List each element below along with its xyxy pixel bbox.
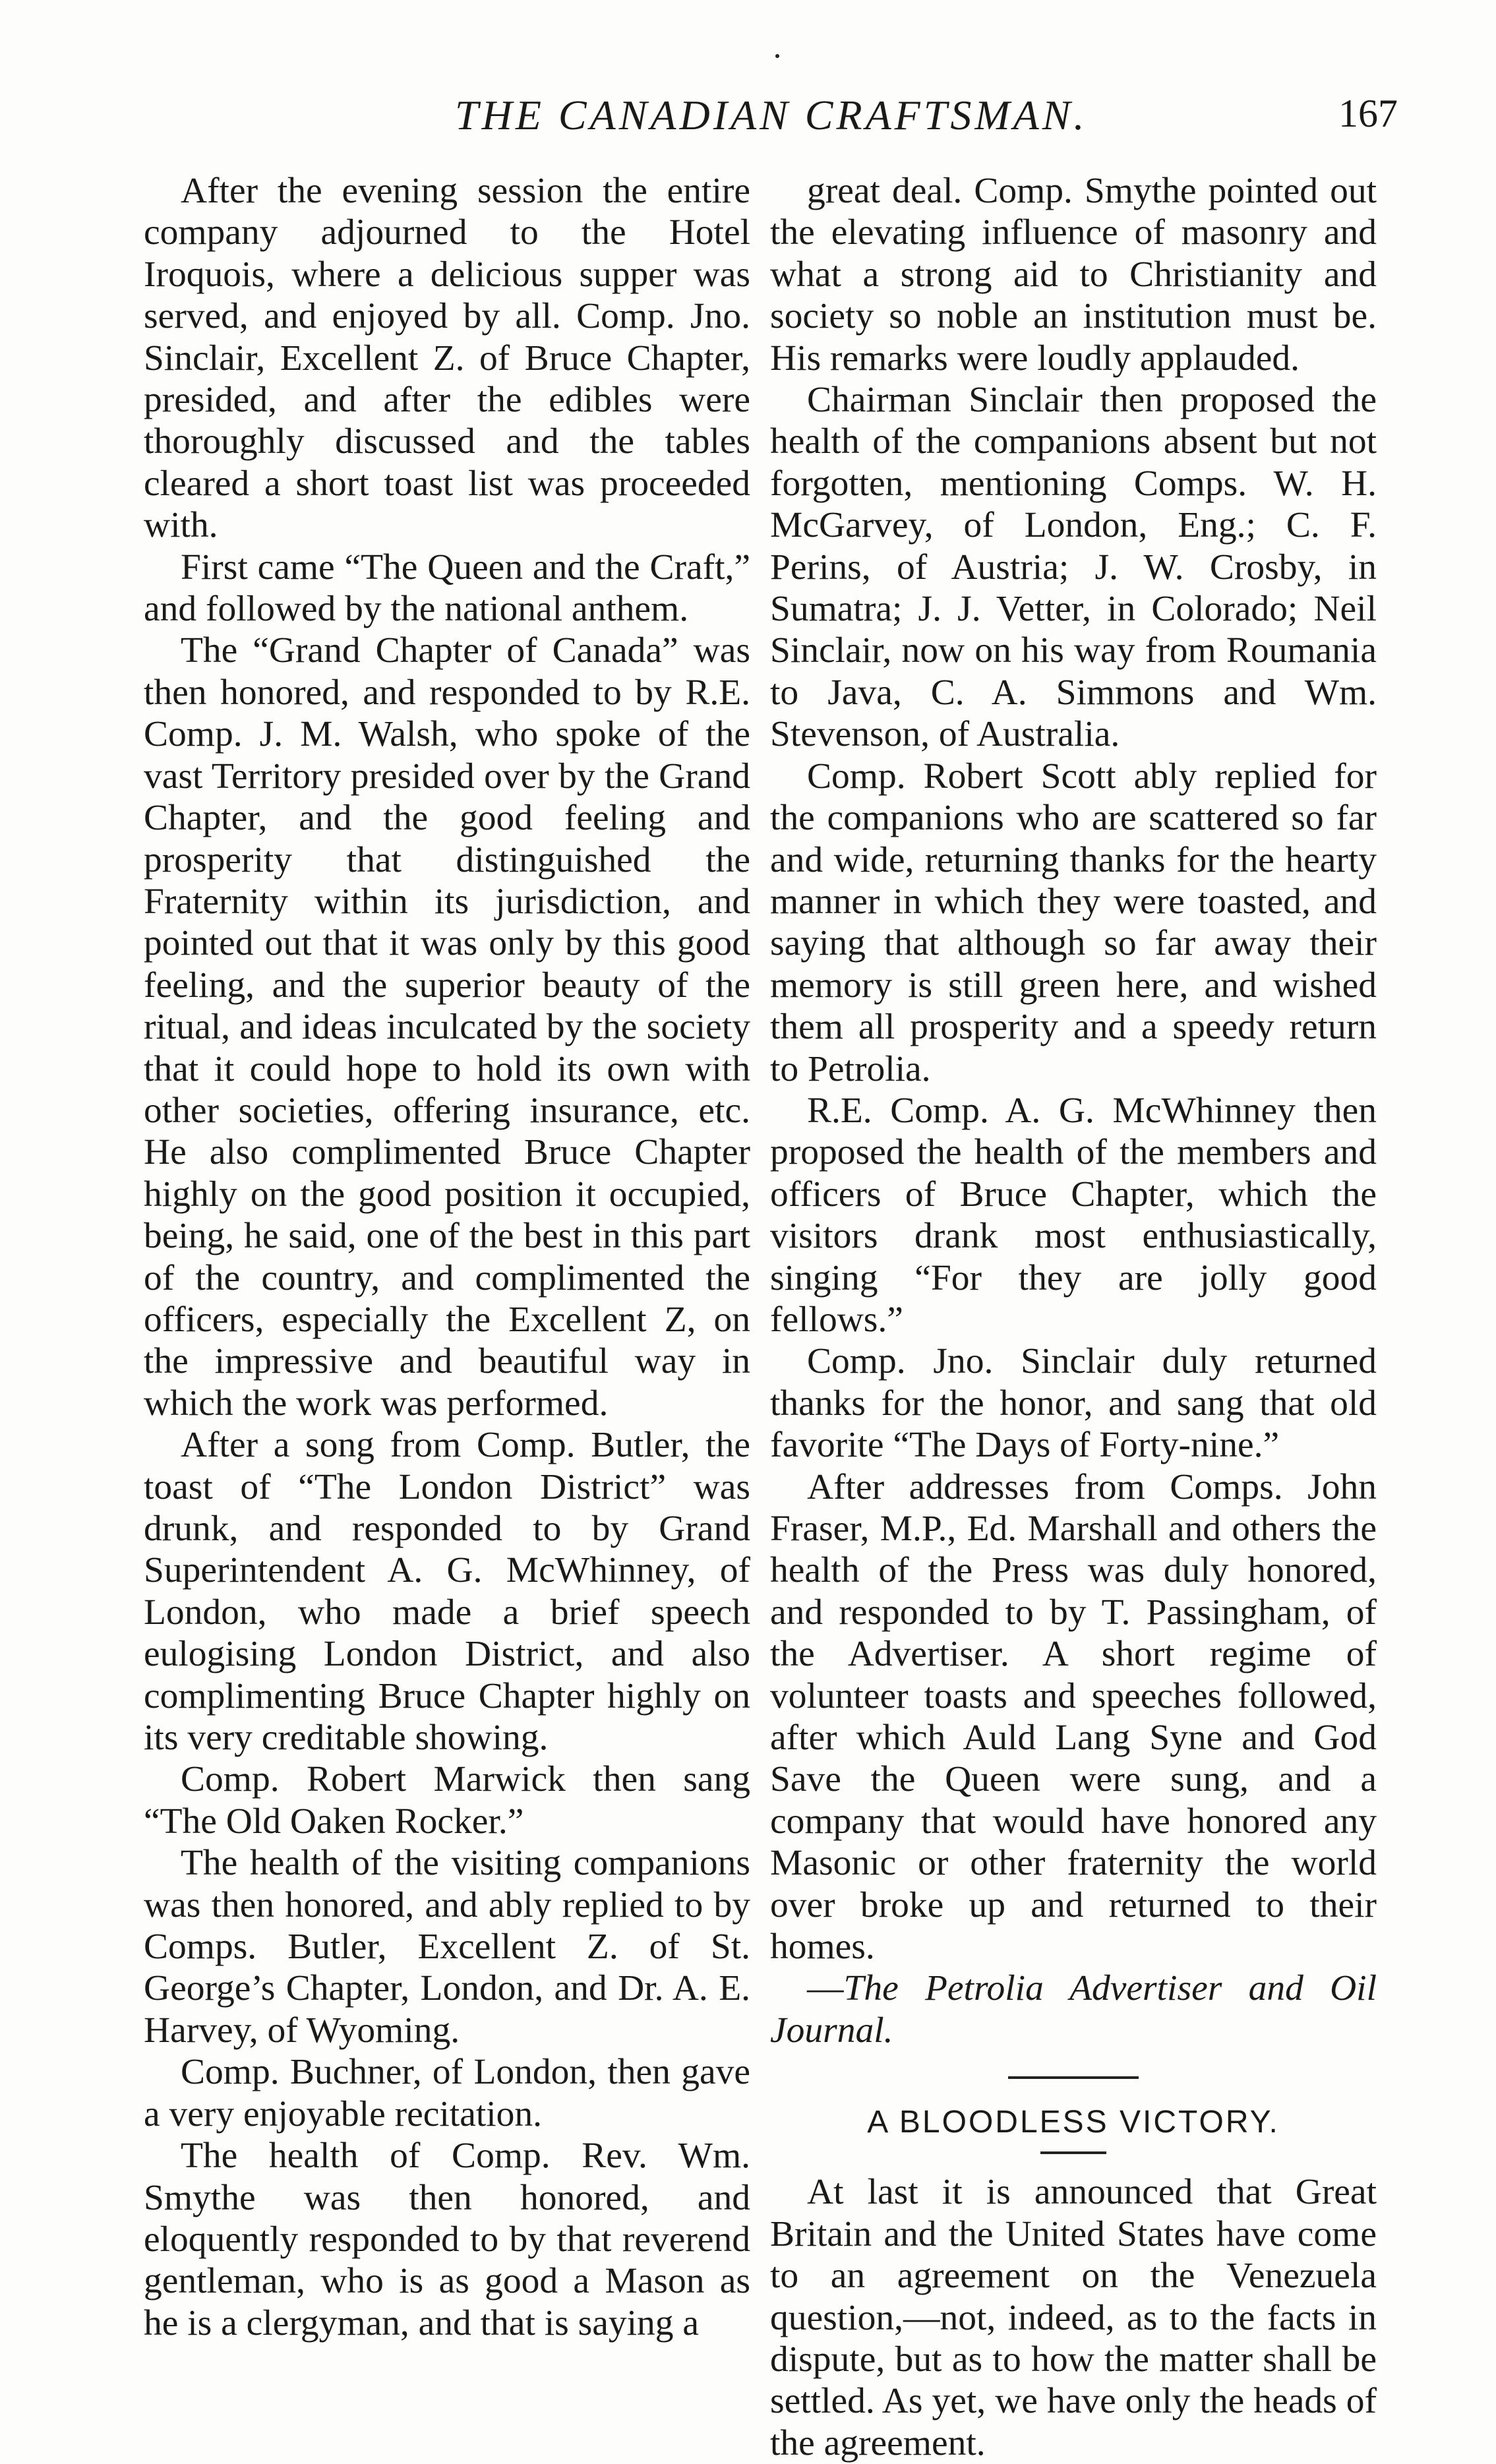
paragraph: Comp. Buchner, of London, then gave a very enjoyable recitation. xyxy=(144,2052,750,2134)
top-speck xyxy=(775,54,779,58)
right-column xyxy=(770,170,1377,2464)
paragraph: Comp. Robert Marwick then sang “The Old Oaken Rocker.” xyxy=(144,1759,750,1842)
article-title: A BLOODLESS VICTORY. xyxy=(867,2105,1280,2140)
left-column xyxy=(144,170,750,2344)
paragraph: Comp. Robert Scott ably replied for the companions who are scattered so far and wide, returning thanks for the hearty manner in which they were toasted, and saying that although so far away their memory is still green here, and wished them all prosperity and a speedy return to Petrolia. xyxy=(770,756,1377,1089)
page-header xyxy=(0,78,1496,157)
title-underline xyxy=(1040,2151,1106,2154)
paragraph: Chairman Sinclair then proposed the health of the companions absent but not forgotten, mentioning Comps. W. H. McGarvey, of London, Eng.; C. F. Perins, of Austria; J. W. Crosby, in Sumatra; J. J. Vetter, in Colorado; Neil Sinclair, now on his way from Roumania to Java, C. A. Simmons and Wm. Stevenson, of Australia. xyxy=(770,380,1377,755)
paragraph: After addresses from Comps. John Fraser, M.P., Ed. Marshall and others the health of the Press was duly honored, and responded to by T. Passingham, of the Advertiser. A short regime of volunteer toasts and speeches followed, after which Auld Lang Syne and God Save the Queen were sung, and a company that would have honored any Masonic or other fraternity the world over broke up and returned to their homes. xyxy=(770,1466,1377,1968)
paragraph: After the evening session the entire company adjourned to the Hotel Iroquois, where a delicious supper was served, and enjoyed by all. Comp. Jno. Sinclair, Excellent Z. of Bruce Chapter, presided, and after the edibles were thoroughly discussed and the tables cleared a short toast list was proceeded with. xyxy=(144,171,750,546)
paragraph: great deal. Comp. Smythe pointed out the elevating influence of masonry and what a strong aid to Christianity and society so noble an institution must be. His remarks were loudly applauded. xyxy=(770,171,1377,378)
paragraph: After a song from Comp. Butler, the toast of “The London District” was drunk, and responded to by Grand Superintendent A. G. McWhinney, of London, who made a brief speech eulogising London District, and also complimenting Bruce Chapter highly on its very creditable showing. xyxy=(144,1425,750,1758)
citation-dash: — xyxy=(807,1968,844,2009)
paragraph: At last it is announced that Great Britain and the United States have come to an agreement on the Venezuela question,—not, indeed, as to the facts in dispute, but as to how the matter shall be settled. As yet, we have only the heads of the agreement. xyxy=(770,2172,1377,2463)
paragraph: The health of the visiting companions was then honored, and ably replied to by Comps. Butler, Excellent Z. of St. George’s Chapter, London, and Dr. A. E. Harvey, of Wyoming. xyxy=(144,1843,750,2051)
section-divider xyxy=(1008,2076,1139,2079)
running-title: THE CANADIAN CRAFTSMAN. xyxy=(455,92,1088,138)
citation-publication: The Petrolia Advertiser and Oil Journal. xyxy=(770,1968,1377,2051)
paragraph: R.E. Comp. A. G. McWhinney then proposed the health of the members and officers of Bruce Chapter, which the visitors drank most enthusiastically, singing “For they are jolly good fellows.” xyxy=(770,1090,1377,1340)
page-number: 167 xyxy=(1338,92,1398,135)
paragraph: First came “The Queen and the Craft,” and followed by the national anthem. xyxy=(144,547,750,630)
paragraph: The health of Comp. Rev. Wm. Smythe was then honored, and eloquently responded to by that reverend gentleman, who is as good a Mason as he is a clergyman, and that is saying a xyxy=(144,2136,750,2343)
source-citation xyxy=(770,1968,1377,2051)
paragraph: The “Grand Chapter of Canada” was then honored, and responded to by R.E. Comp. J. M. Walsh, who spoke of the vast Territory presided over by the Grand Chapter, and the good feeling and prosperity that distinguished the Fraternity within its jurisdiction, and pointed out that it was only by this good feeling, and the superior beauty of the ritual, and ideas inculcated by the society that it could hope to hold its own with other societies, offering insurance, etc. He also complimented Bruce Chapter highly on the good position it occupied, being, he said, one of the best in this part of the country, and complimented the officers, especially the Excellent Z, on the impressive and beautiful way in which the work was performed. xyxy=(144,630,750,1424)
paragraph: Comp. Jno. Sinclair duly returned thanks for the honor, and sang that old favorite “The Days of Forty-nine.” xyxy=(770,1341,1377,1466)
